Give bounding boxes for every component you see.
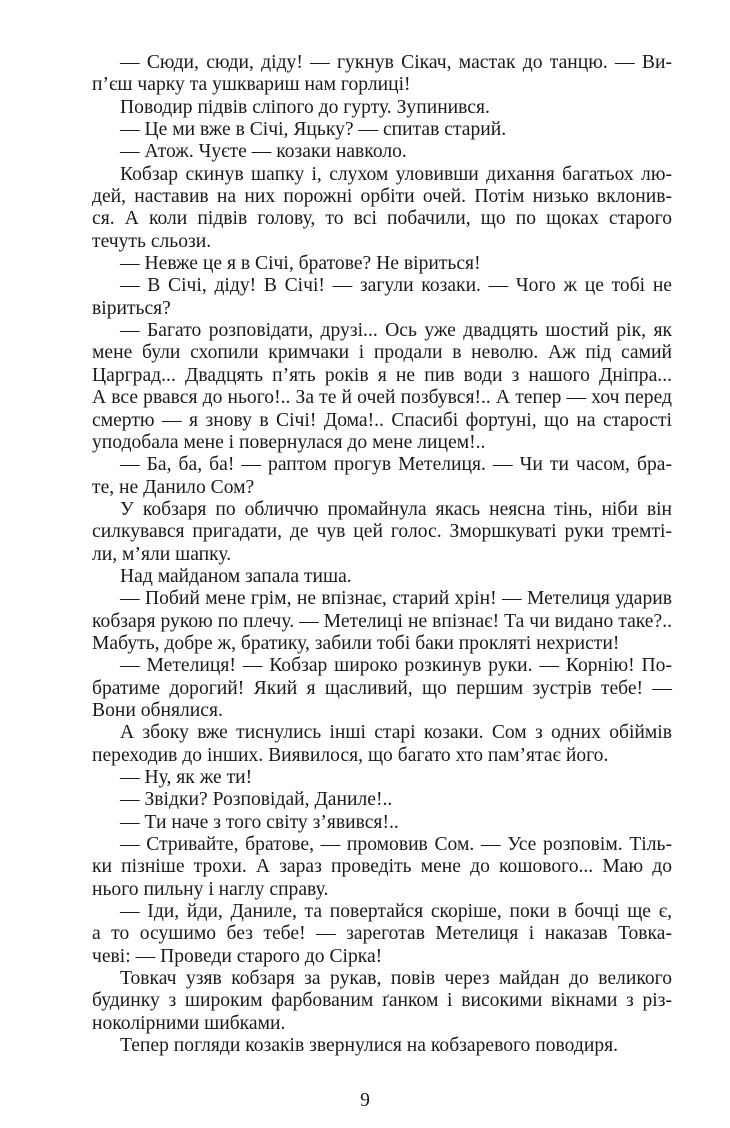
paragraph — [92, 655, 672, 722]
text-line: кобзаря рукою по плечу. — Метелиці не впізнає! Та чи видано таке?.. — [92, 610, 672, 632]
text-line: ли, м’яли шапку. — [92, 543, 232, 565]
paragraph — [92, 834, 672, 901]
text-line: братиме дорогий! Який я щасливий, що першим зустрів тебе! — — [92, 677, 672, 699]
text-line: Тепер погляди козаків звернулися на кобзаревого поводиря. — [120, 1035, 619, 1057]
text-line: силкувався пригадати, де чув цей голос. Зморшкуваті руки тремті- — [92, 521, 672, 543]
text-line: мене були схопили кримчаки і продали в неволю. Аж під самий — [92, 342, 672, 364]
paragraph — [92, 812, 672, 834]
paragraph — [92, 454, 672, 499]
paragraph — [92, 722, 672, 767]
text-line: — Метелиця! — Кобзар широко розкинув руки. — Корнію! По- — [120, 655, 672, 677]
text-line: — Атож. Чуєте — козаки навколо. — [120, 141, 407, 163]
text-line: будинку з широким фарбованим ґанком і високими вікнами з різ- — [92, 990, 672, 1012]
text-line: п’єш чарку та ушквариш нам горлиці! — [92, 74, 411, 96]
text-line: смертю — я знову в Січі! Дома!.. Спасибі фортуні, що на старості — [92, 409, 672, 431]
paragraph — [92, 97, 672, 119]
text-line: — Ти наче з того світу з’явився!.. — [120, 811, 399, 833]
text-line: — Ба, ба, ба! — раптом прогув Метелиця. — Чи ти часом, бра- — [120, 454, 672, 476]
text-line: — Невже це я в Січі, братове? Не віриться! — [120, 253, 481, 275]
paragraph — [92, 566, 672, 588]
text-body — [92, 52, 672, 1057]
paragraph — [92, 968, 672, 1035]
page-number: 9 — [360, 1090, 370, 1111]
text-line: — В Січі, діду! В Січі! — загули козаки. — Чого ж це тобі не — [120, 275, 672, 297]
paragraph — [92, 767, 672, 789]
text-line: уподобала мене і повернулася до мене лицем!.. — [92, 431, 486, 453]
paragraph — [92, 141, 672, 163]
paragraph — [92, 320, 672, 454]
text-line: Мабуть, добре ж, братику, забили тобі баки прокляті нехристи! — [92, 632, 620, 654]
paragraph — [92, 253, 672, 275]
text-line: те, не Данило Сом? — [92, 476, 255, 498]
paragraph — [92, 52, 672, 97]
text-line: ся. А коли підвів голову, то всі побачили, що по щоках старого — [92, 208, 672, 230]
paragraph — [92, 1035, 672, 1057]
text-line: Царград... Двадцять п’ять років я не пив води з нашого Дніпра... — [92, 364, 672, 386]
text-line: чеві: — Проведи старого до Сірка! — [92, 945, 383, 967]
paragraph — [92, 119, 672, 141]
text-line: Кобзар скинув шапку і, слухом уловивши дихання багатьох лю- — [120, 163, 672, 185]
text-line: — Іди, йди, Даниле, та повертайся скоріше, поки в бочці ще є, — [120, 901, 672, 923]
paragraph — [92, 275, 672, 320]
text-line: нього пильну і наглу справу. — [92, 878, 329, 900]
text-line: — Побий мене грім, не впізнає, старий хрін! — Метелиця ударив — [120, 588, 672, 610]
text-line: — Сюди, сюди, діду! — гукнув Сікач, мастак до танцю. — Ви- — [120, 52, 672, 73]
text-line: ки пізніше трохи. А зараз проведіть мене до кошового... Маю до — [92, 856, 672, 878]
text-line: дей, наставив на них порожні орбіти очей. Потім низько вклонив- — [92, 186, 672, 208]
paragraph — [92, 164, 672, 253]
text-line: А збоку вже тиснулись інші старі козаки. Сом з одних обіймів — [120, 722, 672, 744]
text-line: а то осушимо без тебе! — зареготав Метелиця і наказав Товка- — [92, 923, 672, 945]
text-line: — Багато розповідати, друзі... Ось уже двадцять шостий рік, як — [120, 320, 672, 342]
text-line: А все рвався до нього!.. За те й очей позбувся!.. А тепер — хоч перед — [92, 387, 672, 409]
text-line: переходив до інших. Виявилося, що багато хто пам’ятає його. — [92, 744, 609, 766]
text-line: Поводир підвів сліпого до гурту. Зупинився. — [120, 96, 490, 118]
paragraph — [92, 499, 672, 566]
paragraph — [92, 789, 672, 811]
text-line: Товкач узяв кобзаря за рукав, повів через майдан до великого — [120, 968, 672, 990]
text-line: — Це ми вже в Січі, Яцьку? — спитав старий. — [120, 119, 507, 141]
text-line: Вони обнялися. — [92, 699, 223, 721]
paragraph — [92, 901, 672, 968]
text-line: У кобзаря по обличчю промайнула якась неясна тінь, ніби він — [120, 498, 672, 520]
text-line: — Стривайте, братове, — промовив Сом. — Усе розповім. Тіль- — [120, 834, 672, 856]
paragraph — [92, 588, 672, 655]
text-line: — Ну, як же ти! — [120, 767, 253, 788]
text-line: — Звідки? Розповідай, Даниле!.. — [120, 789, 393, 811]
text-line: ноколірними шибками. — [92, 1012, 286, 1034]
text-line: Над майданом запала тиша. — [120, 565, 352, 587]
text-line: віриться? — [92, 297, 171, 319]
text-line: течуть сльози. — [92, 230, 212, 252]
